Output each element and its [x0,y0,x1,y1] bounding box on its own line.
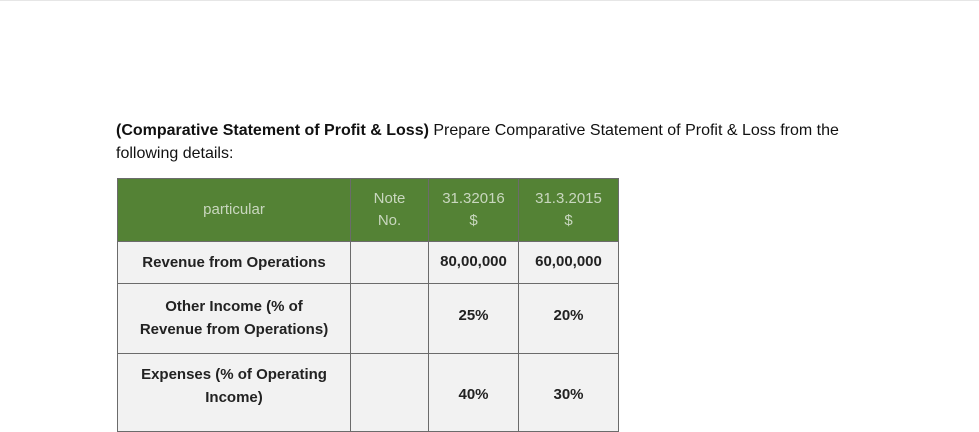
header-year-current-date: 31.32016 [442,190,505,207]
row-value-current: 80,00,000 [429,242,519,284]
row-particular-line2: Income) [205,388,263,406]
top-divider [0,0,979,1]
row-value-current: 25% [429,284,519,354]
question-title: (Comparative Statement of Profit & Loss) [116,122,429,139]
row-particular [118,284,351,354]
row-value-previous: 60,00,000 [519,242,619,284]
row-note [351,284,429,354]
table-row [118,354,619,432]
row-particular [118,354,351,432]
row-particular-line1: Other Income (% of [165,297,303,315]
header-year-previous [519,179,619,242]
details-table [117,178,619,432]
header-year-current [429,179,519,242]
question-paragraph [116,119,876,165]
table-row [118,284,619,354]
header-particular [118,179,351,242]
header-particular-label: particular [203,201,265,218]
row-value-previous: 20% [519,284,619,354]
header-year-current-unit: $ [469,212,478,229]
row-note [351,242,429,284]
table-header-row [118,179,619,242]
header-note [351,179,429,242]
header-note-line2: No. [377,212,402,229]
header-year-previous-unit: $ [564,212,573,229]
header-year-previous-date: 31.3.2015 [535,190,602,207]
row-particular-line1: Revenue from Operations [142,254,326,271]
row-particular-line1: Expenses (% of Operating [141,365,327,383]
row-particular-line2: Revenue from Operations) [139,320,329,338]
row-value-current: 40% [429,354,519,432]
table-row [118,242,619,284]
row-value-previous: 30% [519,354,619,432]
question-text: Prepare Comparative Statement of Profit & Loss from the following details: [116,122,839,162]
header-note-line1: Note [373,190,406,207]
row-particular [118,242,351,284]
row-note [351,354,429,432]
